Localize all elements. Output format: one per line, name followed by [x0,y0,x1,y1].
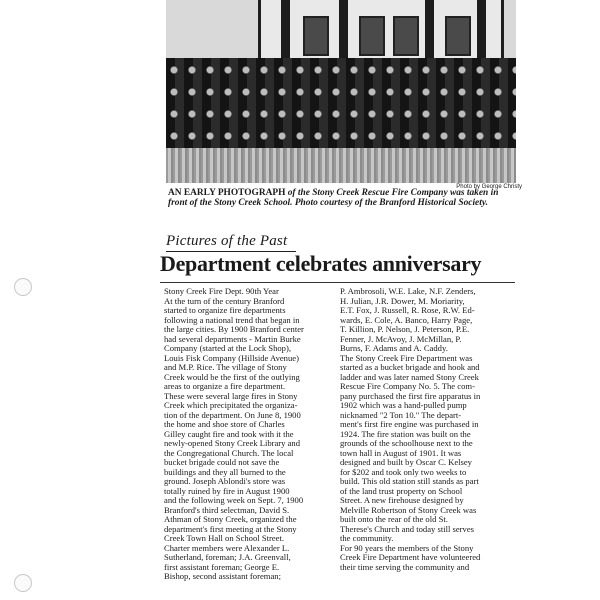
article-line: grounds of the schoolhouse next to the [340,439,473,448]
article-line: areas to organize a fire department. [164,382,286,391]
photo-window [303,16,329,56]
article-line: P. Ambrosoli, W.E. Lake, N.F. Zenders, [340,287,476,296]
hole-punch-bottom [14,574,32,592]
article-line: 1902 which was a hand-pulled pump [340,401,467,410]
historic-photograph [166,0,516,183]
article-line: Melville Robertson of Stony Creek was [340,505,477,515]
caption-text: of the Stony Creek Rescue Fire Company was taken in front of the Stony Creek School. Photo courtesy of the Branford Historical Society. [168,188,499,209]
article-line: 1924. The fire station was built on the [340,429,471,439]
article-line: Street. A new firehouse designed by [340,496,464,505]
article-line: Creek Fire Department have volunteered [340,553,481,562]
photo-ground [166,148,516,183]
article-column-right [340,287,508,572]
section-kicker: Pictures of the Past [166,233,296,252]
article-line: Gilley caught fire and took with it the [164,429,294,439]
article-line: build. This old station still stands as part [340,477,479,486]
caption-lead: AN EARLY PHOTOGRAPH [168,188,286,198]
article-column-left [164,287,332,582]
article-line: Burns, F. Adams and A. Caddy. [340,344,448,353]
article-line: designed and built by Oscar C. Kelsey [340,458,472,467]
article-line: the Congregational Church. The local [164,448,294,458]
hole-punch-top [14,278,32,296]
article-line: At the turn of the century Branford [164,296,285,306]
article-line: department's first meeting at the Stony [164,524,297,534]
photo-credit: Photo by George Christy [456,184,522,190]
article-line: their time serving the community and [340,562,470,572]
article-line: Rescue Fire Company No. 5. The com- [340,382,475,391]
article-line: started as a bucket brigade and hook and [340,363,480,372]
photo-window [445,16,471,56]
article-line: H. Julian, J.R. Dower, M. Moriarity, [340,296,465,306]
article-line: totally ruined by fire in August 1900 [164,486,290,496]
article-line: pany purchased the first fire apparatus in [340,391,481,401]
article-line: Fenner, J. McAvoy, J. McMillan, P. [340,334,462,344]
article-line: ment's first fire engine was purchased in [340,420,479,429]
article-line: buildings and they all burned to the [164,467,286,477]
article-line: Athman of Stony Creek, organized the [164,515,297,524]
article-line: Company (started at the Lock Shop), [164,344,291,353]
article-line: Louis Fisk Company (Hillside Avenue) [164,353,299,363]
article-line: tion of the department. On June 8, 1900 [164,410,301,420]
article-line: Stony Creek Fire Dept. 90th Year [164,287,279,296]
article-line: T. Killion, P. Nelson, J. Peterson, P.E. [340,325,470,334]
article-line: first assistant foreman; George E. [164,562,280,572]
article-line: had several departments - Martin Burke [164,334,301,344]
article-line: ladder and was later named Stony Creek [340,372,479,382]
article-line: wards, E. Cole, A. Banco, Harry Page, [340,315,473,325]
article-line: Branford's third selectman, David S. [164,505,290,515]
article-line: ground. Joseph Ablondi's store was [164,477,286,486]
article-line: These were several large fires in Stony [164,391,298,401]
article-line: of the land trust property on School [340,486,463,496]
article-line: and M.P. Rice. The village of Stony [164,363,287,372]
article-line: The Stony Creek Fire Department was [340,353,473,363]
article-line: Charter members were Alexander L. [164,543,290,553]
article-line: newly-opened Stony Creek Library and [164,439,301,448]
article-line: started to organize fire departments [164,306,286,315]
photo-window [359,16,385,56]
article-line: Sutherland, foreman; J.A. Greenvall, [164,553,291,562]
article-line: and the following week on Sept. 7, 1900 [164,496,304,505]
article-headline: Department celebrates anniversary [160,251,482,276]
article-line: bucket brigade could not save the [164,458,280,467]
article-line: the large cities. By 1900 Branford center [164,325,304,334]
article-line: Creek would be the first of the outlying [164,372,300,382]
article-line: following a national trend that began in [164,315,300,325]
article-line: nicknamed "2 Ton 10." The depart- [340,410,462,420]
article-line: the home and shoe store of Charles [164,420,285,429]
article-line: Creek Town Hall on School Street. [164,534,285,543]
photo-firemen-group [166,58,516,148]
photo-window [393,16,419,56]
article-line: Bishop, second assistant foreman; [164,572,281,581]
article-line: for $202 and took only two weeks to [340,467,467,477]
article-line: the community. [340,534,394,543]
article-line: For 90 years the members of the Stony [340,543,474,553]
article-line: built onto the rear of the old St. [340,515,448,524]
photo-caption [168,188,518,209]
article-line: E.T. Fox, J. Russell, R. Rose, R.W. Ed- [340,306,475,315]
headline-rule [160,282,515,283]
article-line: Therese's Church and today still serves [340,524,475,534]
article-line: town hall in August of 1901. It was [340,448,462,458]
article-line: Creek which precipitated the organiza- [164,401,298,410]
